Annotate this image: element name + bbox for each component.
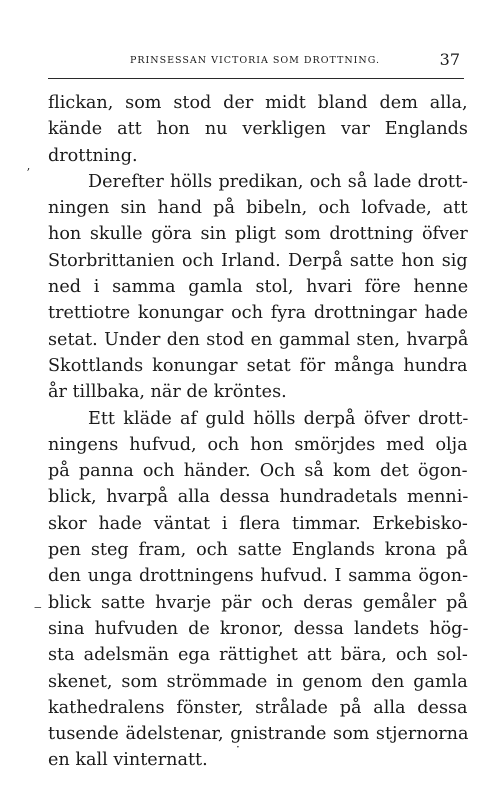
running-title: PRINSESSAN VICTORIA SOM DROTTNING. — [130, 55, 380, 66]
paragraph-start-line: Ett kläde af guld hölls derpå öfver drott- — [88, 408, 469, 429]
text-line: flickan, som stod der midt bland dem alla, — [48, 93, 468, 113]
text-line: drottning. — [48, 145, 138, 166]
text-line: tusende ädelstenar, gnistrande som stjernorna — [48, 724, 469, 745]
text-line: en kall vinternatt. — [48, 750, 208, 771]
text-line: Skottlands konungar setat för många hundra — [48, 355, 468, 376]
page-number: 37 — [439, 50, 460, 69]
running-head — [48, 50, 464, 74]
header-rule — [48, 78, 464, 79]
text-line: på panna och händer. Och så kom det ögon- — [48, 461, 468, 482]
text-line: ningens hufvud, och hon smörjdes med olja — [48, 434, 468, 455]
text-line: år tillbaka, när de kröntes. — [48, 382, 287, 403]
margin-speck: ʼ — [26, 166, 30, 180]
text-line: den unga drottningens hufvud. I samma ögon- — [48, 566, 469, 587]
text-line: blick satte hvarje pär och deras gemåler på — [48, 592, 468, 613]
text-line: trettiotre konungar och fyra drottningar hade — [48, 303, 468, 324]
text-line: ned i samma gamla stol, hvari före henne — [48, 277, 469, 298]
text-line: Storbrittanien och Irland. Derpå satte hon sig — [48, 250, 468, 271]
text-line: setat. Under den stod en gammal sten, hvarpå — [48, 329, 469, 350]
text-line: skenet, som strömmade in genom den gamla — [48, 671, 468, 692]
text-line: pen steg fram, och satte Englands krona på — [48, 540, 468, 561]
text-line: ningen sin hand på bibeln, och lofvade, att — [48, 198, 468, 219]
margin-dash: ‒ — [34, 600, 42, 614]
text-line: sta adelsmän ega rättighet att bära, och sol- — [48, 645, 468, 666]
text-line: skor hade väntat i flera timmar. Erkebisko- — [48, 513, 468, 534]
bottom-speck: · — [236, 740, 240, 754]
text-line: sina hufvuden de kronor, dessa landets hög- — [48, 618, 469, 639]
text-line: kathedralens fönster, strålade på alla dessa — [48, 697, 468, 718]
text-line: blick, hvarpå alla dessa hundradetals menni- — [48, 487, 469, 508]
body-text — [48, 90, 468, 774]
text-line: kände att hon nu verkligen var Englands — [48, 119, 468, 140]
paragraph-start-line: Derefter hölls predikan, och så lade drott- — [88, 171, 468, 192]
text-line: hon skulle göra sin pligt som drottning öfver — [48, 224, 468, 245]
